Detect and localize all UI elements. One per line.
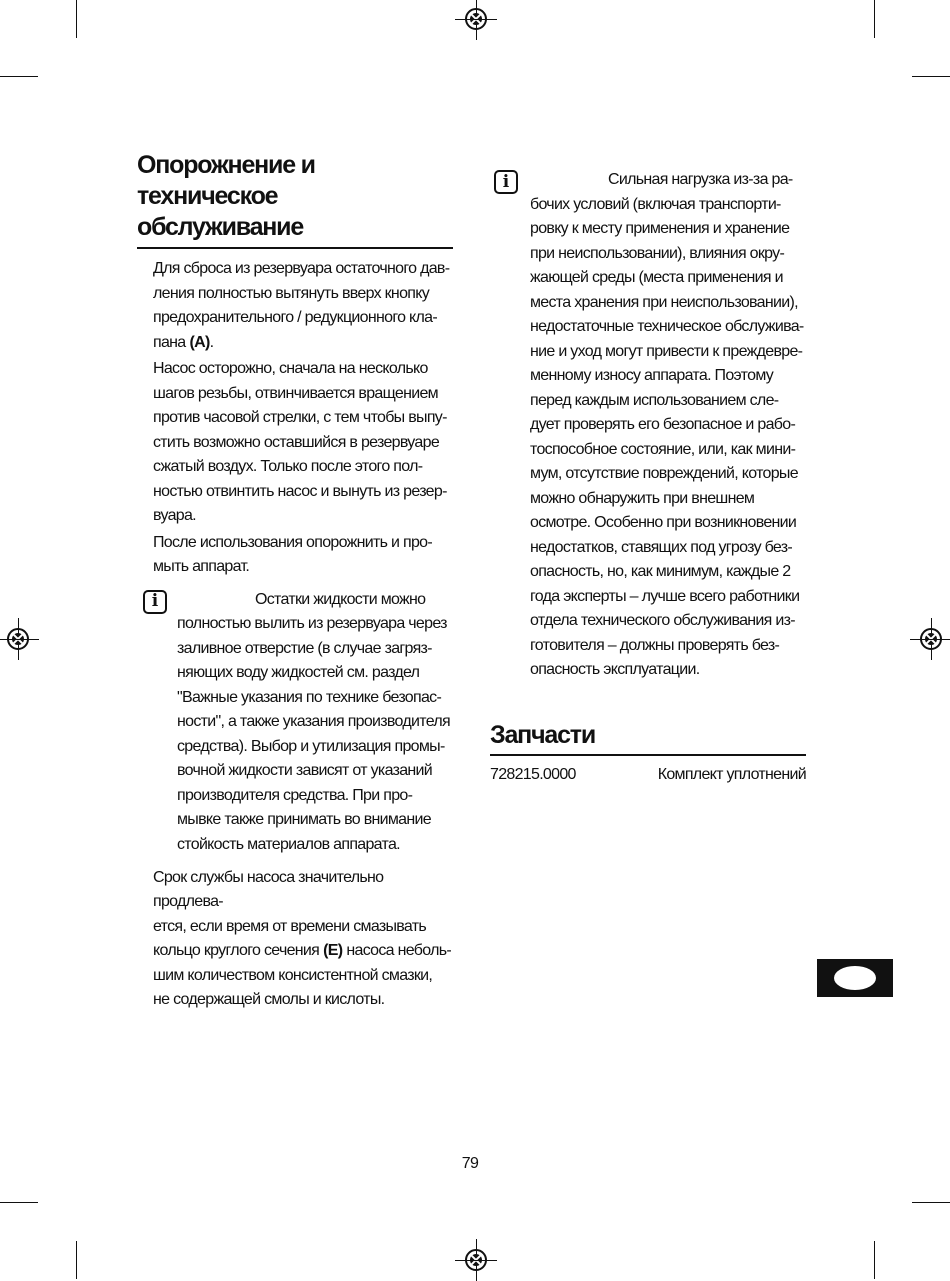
crop-mark	[0, 76, 38, 77]
language-tab	[817, 959, 893, 997]
parts-row	[490, 766, 806, 784]
info-icon: i	[494, 170, 518, 194]
info-icon: i	[143, 590, 167, 614]
crop-mark	[912, 76, 950, 77]
note-residual-liquid-text: Остатки жидкости можно полностью вылить из резервуара через заливное отверстие (в случае загряз- няющих воду жидкостей см. раздел "Важные указания по технике безопас- ности", а также указания производителя средства). Выбор и утилизация промы- вочной жидкости зависят от указаний производителя средства. При про- мывке также принимать во внимание стойкость материалов аппарата.	[177, 590, 450, 853]
ref-a: (A)	[189, 333, 210, 351]
crop-mark	[76, 0, 77, 38]
crop-mark	[874, 0, 875, 38]
registration-mark-icon	[7, 628, 29, 650]
language-oval-icon	[834, 966, 876, 990]
section-title-spare-parts: Запчасти	[490, 721, 595, 749]
note-wear-text: Сильная нагрузка из-за ра- бочих условий (включая транспорти- ровку к месту применения и хранение при неиспользовании), влияния окру- жающей среды (места применения и места хранения при неиспользовании), недостаточные техническое обслужива- ние и уход могут привести к преждевре- менному износу аппарата. Поэтому перед каждым использованием сле- дует проверять его безопасное и рабо- тоспособное состояние, или, как мини- мум, отсутствие повреждений, которые можно обнаружить при внешнем осмотре. Особенно при возникновении недостатков, ставящих под угрозу без- опасность, но, как минимум, каждые 2 года эксперты – лучше всего работники отдела технического обслуживания из- готовителя – должны проверять без- опасность эксплуатации.	[530, 171, 804, 678]
paragraph-pump-unscrew: Насос осторожно, сначала на несколько шагов резьбы, отвинчивается вращением против часовой стрелки, с тем чтобы выпу- стить возможно оставшийся в резервуаре сжатый воздух. Только после этого пол- ностью отвинтить насос и вынуть из резер- вуара.	[153, 360, 447, 524]
paragraph-pressure-release: Для сброса из резервуара остаточного дав- ления полностью вытянуть вверх кнопку предохранительного / редукционного кла- пана (A).	[153, 260, 450, 351]
registration-mark-icon	[920, 628, 942, 650]
note-residual-liquid	[137, 588, 453, 864]
left-column	[137, 150, 453, 1013]
note-wear	[490, 168, 806, 698]
crop-mark	[0, 1202, 38, 1203]
registration-mark-icon	[465, 8, 487, 30]
section-title-emptying: Опорожнение и техническое обслуживание	[137, 151, 315, 241]
crop-mark	[76, 1241, 77, 1279]
right-column	[490, 168, 806, 784]
crop-mark	[874, 1241, 875, 1279]
paragraph-pump-lubrication: Срок службы насоса значительно продлева- ется, если время от времени смазывать кольцо круглого сечения (E) насоса неболь- шим количеством консистентной смазки, не содержащей смолы и кислоты.	[153, 868, 451, 1008]
crop-mark	[912, 1202, 950, 1203]
title-rule	[490, 754, 806, 756]
page-number: 79	[461, 1155, 479, 1172]
ref-e: (E)	[323, 942, 343, 959]
part-name: Комплект уплотнений	[657, 765, 806, 783]
registration-mark-icon	[465, 1249, 487, 1271]
paragraph-rinse: После использования опорожнить и про- мыть аппарат.	[153, 533, 432, 575]
part-number: 728215.0000	[490, 765, 576, 783]
